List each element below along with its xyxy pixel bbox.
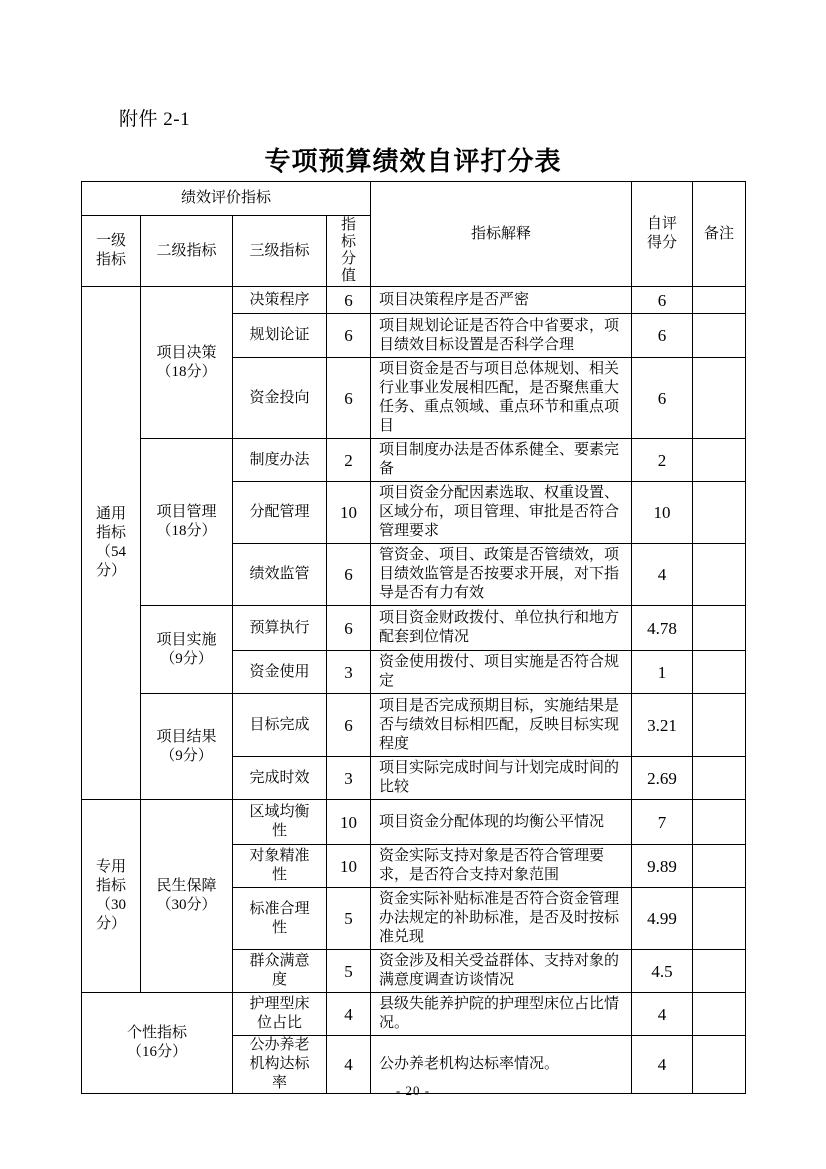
level3-cell: 标准合理性 bbox=[233, 888, 327, 950]
points-cell: 3 bbox=[327, 651, 371, 694]
level3-cell: 规划论证 bbox=[233, 314, 327, 358]
explanation-cell: 县级失能养护院的护理型床位占比情况。 bbox=[371, 993, 632, 1036]
page-title: 专项预算绩效自评打分表 bbox=[264, 147, 562, 176]
self-score-cell: 3.21 bbox=[632, 694, 693, 757]
column-header-points: 指标分值 bbox=[327, 216, 371, 287]
level3-cell: 对象精准性 bbox=[233, 845, 327, 888]
self-score-cell: 7 bbox=[632, 800, 693, 845]
points-cell: 6 bbox=[327, 606, 371, 651]
level1-cell: 通用指标（54分） bbox=[82, 287, 141, 800]
level2-cell: 项目实施（9分） bbox=[141, 606, 233, 694]
remark-cell bbox=[693, 287, 746, 314]
column-header-self-score: 自评得分 bbox=[632, 182, 693, 287]
table-row bbox=[82, 993, 746, 1036]
remark-cell bbox=[693, 439, 746, 482]
self-score-cell: 2.69 bbox=[632, 757, 693, 800]
points-cell: 4 bbox=[327, 1036, 371, 1094]
explanation-cell: 资金实际补贴标准是否符合资金管理办法规定的补助标准，是否及时按标准兑现 bbox=[371, 888, 632, 950]
explanation-cell: 项目规划论证是否符合中省要求，项目绩效目标设置是否科学合理 bbox=[371, 314, 632, 358]
points-cell: 3 bbox=[327, 757, 371, 800]
remark-cell bbox=[693, 482, 746, 544]
remark-cell bbox=[693, 694, 746, 757]
column-header-level1: 一级指标 bbox=[82, 216, 141, 287]
level1-cell: 个性指标（16分） bbox=[82, 993, 233, 1094]
remark-cell bbox=[693, 888, 746, 950]
page-number: - 20 - bbox=[395, 1083, 431, 1098]
level3-cell: 资金投向 bbox=[233, 358, 327, 439]
level3-cell: 群众满意度 bbox=[233, 950, 327, 993]
explanation-cell: 资金涉及相关受益群体、支持对象的满意度调查访谈情况 bbox=[371, 950, 632, 993]
points-cell: 6 bbox=[327, 544, 371, 606]
explanation-cell: 项目资金是否与项目总体规划、相关行业事业发展相匹配，是否聚焦重大任务、重点领域、重点环节和重点项目 bbox=[371, 358, 632, 439]
self-score-cell: 6 bbox=[632, 314, 693, 358]
explanation-cell: 项目制度办法是否体系健全、要素完备 bbox=[371, 439, 632, 482]
level3-cell: 完成时效 bbox=[233, 757, 327, 800]
level2-cell: 项目决策（18分） bbox=[141, 287, 233, 439]
self-score-cell: 4.99 bbox=[632, 888, 693, 950]
points-cell: 5 bbox=[327, 888, 371, 950]
level3-cell: 目标完成 bbox=[233, 694, 327, 757]
self-score-cell: 10 bbox=[632, 482, 693, 544]
remark-cell bbox=[693, 757, 746, 800]
self-score-cell: 4 bbox=[632, 1036, 693, 1094]
remark-cell bbox=[693, 314, 746, 358]
explanation-cell: 管资金、项目、政策是否管绩效，项目绩效监管是否按要求开展，对下指导是否有力有效 bbox=[371, 544, 632, 606]
points-cell: 10 bbox=[327, 482, 371, 544]
explanation-cell: 项目资金分配体现的均衡公平情况 bbox=[371, 800, 632, 845]
points-cell: 6 bbox=[327, 694, 371, 757]
self-score-cell: 4 bbox=[632, 993, 693, 1036]
level3-cell: 制度办法 bbox=[233, 439, 327, 482]
explanation-cell: 项目实际完成时间与计划完成时间的比较 bbox=[371, 757, 632, 800]
table-row bbox=[82, 606, 746, 651]
table-row bbox=[82, 439, 746, 482]
points-cell: 2 bbox=[327, 439, 371, 482]
score-table bbox=[81, 181, 746, 1094]
self-score-cell: 1 bbox=[632, 651, 693, 694]
remark-cell bbox=[693, 651, 746, 694]
explanation-cell: 项目决策程序是否严密 bbox=[371, 287, 632, 314]
self-score-cell: 6 bbox=[632, 358, 693, 439]
level3-cell: 决策程序 bbox=[233, 287, 327, 314]
level2-cell: 项目结果（9分） bbox=[141, 694, 233, 800]
self-score-cell: 9.89 bbox=[632, 845, 693, 888]
column-header-remark: 备注 bbox=[693, 182, 746, 287]
column-header-level3: 三级指标 bbox=[233, 216, 327, 287]
points-cell: 4 bbox=[327, 993, 371, 1036]
remark-cell bbox=[693, 993, 746, 1036]
points-cell: 6 bbox=[327, 287, 371, 314]
remark-cell bbox=[693, 845, 746, 888]
points-cell: 6 bbox=[327, 358, 371, 439]
explanation-cell: 项目资金分配因素选取、权重设置、区域分布，项目管理、审批是否符合管理要求 bbox=[371, 482, 632, 544]
self-score-cell: 4 bbox=[632, 544, 693, 606]
table-row bbox=[82, 800, 746, 845]
points-cell: 5 bbox=[327, 950, 371, 993]
level2-cell: 项目管理（18分） bbox=[141, 439, 233, 606]
level1-cell: 专用指标（30分） bbox=[82, 800, 141, 993]
explanation-cell: 项目是否完成预期目标，实施结果是否与绩效目标相匹配，反映目标实现程度 bbox=[371, 694, 632, 757]
level3-cell: 公办养老机构达标率 bbox=[233, 1036, 327, 1094]
explanation-cell: 项目资金财政拨付、单位执行和地方配套到位情况 bbox=[371, 606, 632, 651]
level3-cell: 绩效监管 bbox=[233, 544, 327, 606]
points-cell: 10 bbox=[327, 845, 371, 888]
level3-cell: 预算执行 bbox=[233, 606, 327, 651]
remark-cell bbox=[693, 606, 746, 651]
column-header-group: 绩效评价指标 bbox=[82, 182, 371, 216]
column-header-level2: 二级指标 bbox=[141, 216, 233, 287]
self-score-cell: 4.78 bbox=[632, 606, 693, 651]
remark-cell bbox=[693, 544, 746, 606]
attachment-label: 附件 2-1 bbox=[119, 109, 191, 130]
explanation-cell: 资金实际支持对象是否符合管理要求，是否符合支持对象范围 bbox=[371, 845, 632, 888]
table-row bbox=[82, 287, 746, 314]
explanation-cell: 资金使用拨付、项目实施是否符合规定 bbox=[371, 651, 632, 694]
level2-cell: 民生保障（30分） bbox=[141, 800, 233, 993]
self-score-cell: 4.5 bbox=[632, 950, 693, 993]
explanation-cell: 公办养老机构达标率情况。 bbox=[371, 1036, 632, 1094]
level3-cell: 区域均衡性 bbox=[233, 800, 327, 845]
level3-cell: 分配管理 bbox=[233, 482, 327, 544]
self-score-cell: 2 bbox=[632, 439, 693, 482]
self-score-cell: 6 bbox=[632, 287, 693, 314]
table-row bbox=[82, 694, 746, 757]
remark-cell bbox=[693, 800, 746, 845]
level3-cell: 资金使用 bbox=[233, 651, 327, 694]
level3-cell: 护理型床位占比 bbox=[233, 993, 327, 1036]
column-header-explanation: 指标解释 bbox=[371, 182, 632, 287]
points-cell: 6 bbox=[327, 314, 371, 358]
remark-cell bbox=[693, 950, 746, 993]
remark-cell bbox=[693, 358, 746, 439]
points-cell: 10 bbox=[327, 800, 371, 845]
